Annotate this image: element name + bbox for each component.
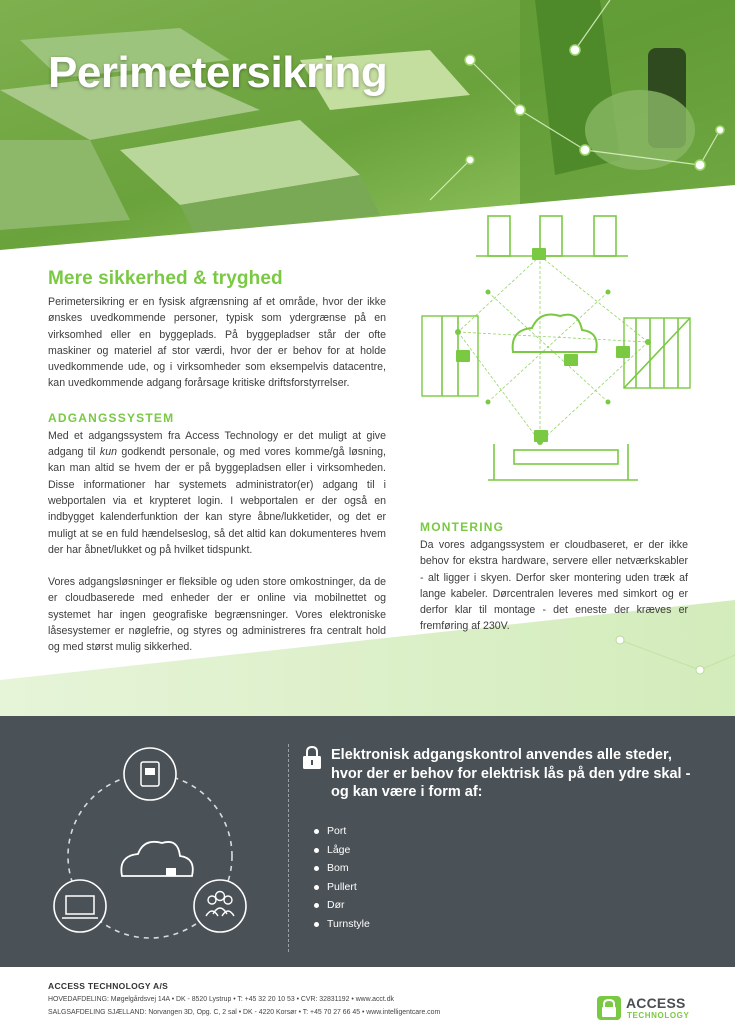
adgangssystem-text-b: godkendt personale, og med vores komme/gå løsning, kan man altid se hvem der er på byggepladsen eller i virksomheden. Disse informationer har systemets administrator(er) adgang til i webportalen via et krypteret login. I webportalen er der også en indbygget kalenderfunktion der kan styre åbne/lukketider, og det er muligt at se en fuld hændelseslog, så det altid kan dokumenteres hvem der har åbnet/lukket og på hvilket tidspunkt.	[48, 446, 386, 556]
adgangssystem-paragraph-1	[48, 428, 386, 558]
logo-text-primary: ACCESS	[626, 995, 686, 1011]
logo-lock-icon	[596, 995, 622, 1021]
list-item: Turnstyle	[314, 915, 370, 934]
footer-address-main: HOVEDAFDELING: Møgelgårdsvej 14A • DK - 8520 Lystrup • T: +45 32 20 10 53 • CVR: 32831192 • www.acct.dk	[48, 996, 394, 1003]
intro-heading: Mere sikkerhed & tryghed	[48, 268, 283, 289]
page-title: Perimetersikring	[48, 48, 388, 97]
adgangssystem-emphasis: kun	[99, 446, 117, 459]
footer-company: ACCESS TECHNOLOGY A/S	[48, 981, 169, 991]
list-item: Pullert	[314, 878, 370, 897]
montering-column	[420, 520, 688, 635]
adgangssystem-paragraph-2: Vores adgangsløsninger er fleksible og uden store omkostninger, da de er cloudbaserede med enheder der er online via mobilnettet og systemet har ingen geografiske begrænsninger. Vores elektroniske låsesystemer er nøglefrie, og styres og administreres fra centralt hold og med størst mulig sikkerhed.	[48, 576, 386, 654]
forms-list	[314, 822, 370, 934]
forms-heading: Elektronisk adgangskontrol anvendes alle steder, hvor der er behov for elektrisk lås på den ydre skal - og kan være i form af:	[331, 747, 691, 800]
cloud-devices-diagram	[40, 746, 260, 946]
forms-panel	[0, 716, 735, 967]
main-text-column	[48, 268, 386, 656]
list-item: Port	[314, 822, 370, 841]
list-item: Dør	[314, 896, 370, 915]
montering-paragraph: Da vores adgangssystem er cloudbaseret, er der ikke behov for ekstra hardware, servere eller netværkskabler - alt ligger i skyen. Derfor sker montering uden træk af lange kabeler. Dørcentralen leveres med simkort og er derfor klar til montage - det eneste der kræves er fremføring af 230V.	[420, 539, 688, 633]
footer	[0, 967, 735, 1030]
perimeter-illustration	[418, 212, 698, 482]
montering-heading: MONTERING	[420, 520, 505, 534]
panel-divider	[288, 744, 289, 952]
footer-address-sales: SALGSAFDELING SJÆLLAND: Norvangen 3D, Opg. C, 2 sal • DK - 4220 Korsør • T: +45 70 27 66 45 • www.intelligentcare.com	[48, 1009, 441, 1016]
lock-icon	[302, 746, 322, 770]
list-item: Bom	[314, 859, 370, 878]
list-item: Låge	[314, 841, 370, 860]
adgangssystem-text-a: Med et adgangssystem fra Access Technology er det muligt at give adgang til	[48, 429, 386, 459]
company-logo	[596, 993, 696, 1023]
logo-text-secondary: TECHNOLOGY	[627, 1011, 690, 1020]
intro-paragraph: Perimetersikring er en fysisk afgrænsning af et område, hvor der ikke ønskes uvedkommende personer, typisk som ydergrænse på en virksomhed eller en byggeplads. På byggepladser står der ofte maskiner og materiel af stor værdi, hvor der er behov for at holde uvedkommende ude, og i virksomheder som eksempelvis datacentre, kan uvedkommende adgang forårsage kritiske driftsforstyrrelser.	[48, 296, 386, 390]
adgangssystem-heading: ADGANGSSYSTEM	[48, 410, 175, 425]
